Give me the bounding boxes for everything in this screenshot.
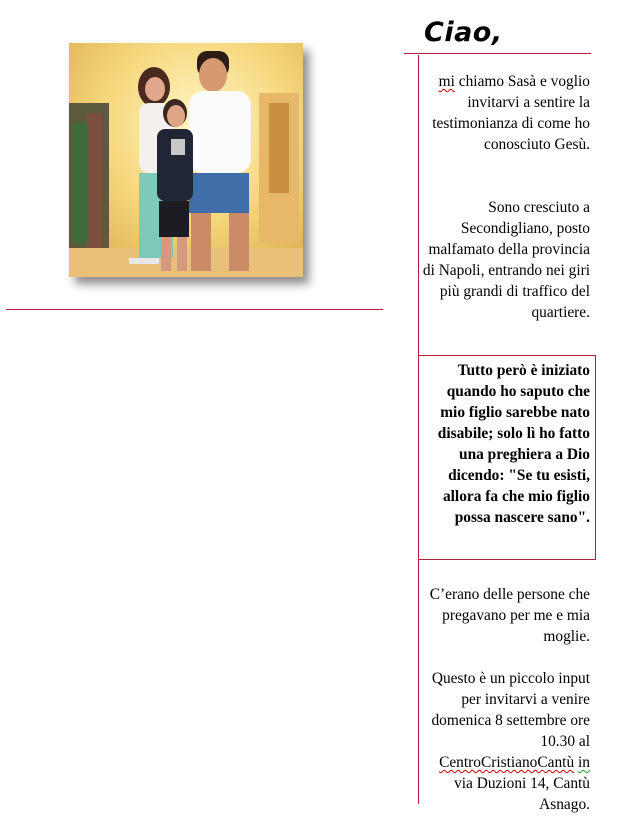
family-photo-icon [69,43,303,277]
prayer-paragraph: C’erano delle persone che pregavano per me e mia moglie. [429,586,590,645]
church-name: CentroCristianoCantù [439,754,575,771]
invitation-address: via Duzioni 14, Cantù Asnago. [454,775,590,813]
invitation-word-in: in [578,754,590,771]
intro-text: chiamo Sasà e voglio invitarvi a sentire la testimonianza di come ho conosciuto Gesù. [432,73,590,153]
left-divider-line [6,309,383,310]
invitation-paragraph [420,668,590,815]
quote-text: Tutto però è iniziato quando ho saputo che mio figlio sarebbe nato disabile; solo lì ho fatto una preghiera a Dio dicendo: "Se tu esisti, allora fa che mio figlio possa nascere sano". [437,362,590,526]
family-photo [69,43,303,277]
greeting-title: Ciao, [424,17,503,48]
background-paragraph: Sono cresciuto a Secondigliano, posto malfamato della provincia di Napoli, entrando nei giri più grandi di traffico del quartiere. [422,199,590,321]
invitation-text-start: Questo è un piccolo input per invitarvi a venire domenica 8 settembre ore 10.30 al [431,670,590,750]
intro-paragraph [420,71,590,155]
intro-word-mi: mi [438,73,455,90]
greeting-underline [404,53,591,54]
